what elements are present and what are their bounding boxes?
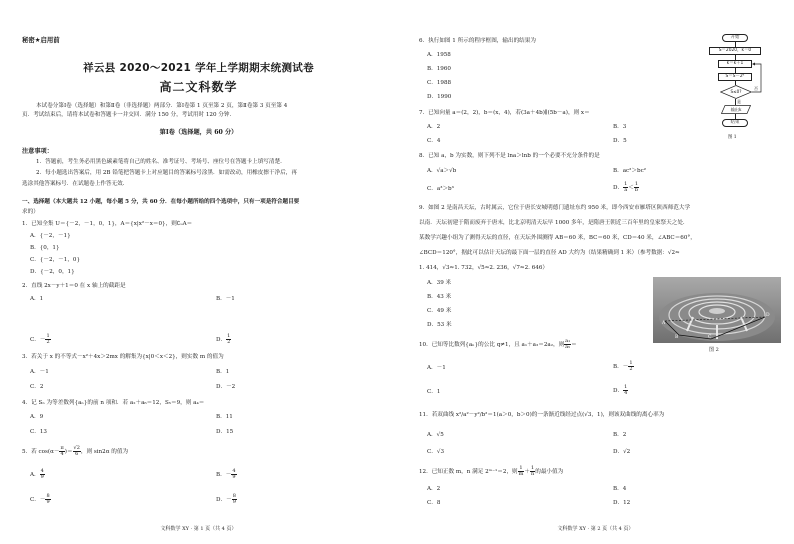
flowchart-end: 结束 — [722, 119, 748, 127]
question-10-option-b[interactable]: B．－ $\frac{1}{2}$ — [613, 360, 633, 372]
photo-label-a: A — [662, 321, 666, 326]
tiantan-photo — [653, 277, 781, 343]
question-11-stem: 11．若双曲线 x²/a²－y²/b²＝1(a＞0，b＞0)的一条渐近线经过点(√3，1)，则该双曲线的离心率为 — [419, 412, 665, 418]
question-5-stem: 5．若 cos(α－ $\frac{\pi}{4}$ )＝ $\frac{√2}{6}$ ，则 sin2α 的值为 — [22, 445, 129, 457]
photo-label-d: D — [766, 313, 770, 318]
notes-line-1: 1．答题前，考生务必用黑色碳素笔将自己的姓名、准考证号、考场号、座位号在答题卡上填写清楚. — [36, 159, 282, 165]
question-4-option-c[interactable]: C．13 — [30, 429, 47, 435]
question-7-option-b[interactable]: B．3 — [613, 124, 627, 130]
question-9-line-3: 某数学兴趣小组为了测得天坛的直径，在天坛外围测得 AB＝60 米，BC＝60 米，CD＝40 米，∠ABC＝60°， — [419, 235, 696, 241]
question-6-option-a[interactable]: A．1958 — [427, 52, 451, 58]
question-8-option-c[interactable]: C．a³＞b³ — [427, 186, 454, 192]
notes-line-2: 2．每小题选出答案后，用 2B 铅笔把答题卡上对应题目的答案标号涂黑．如需改动，用橡皮擦干净后，再 — [36, 170, 297, 176]
question-12-option-a[interactable]: A．2 — [427, 486, 441, 492]
photo-label-c: C — [708, 335, 712, 340]
flowchart-condition-label: S≤0? — [730, 89, 742, 94]
flowchart-init: S＝2020，k＝0 — [709, 47, 761, 55]
question-6-stem: 6．执行如图 1 所示的程序框图，输出的结果为 — [419, 38, 536, 44]
right-page — [397, 0, 794, 544]
question-3-option-a[interactable]: A．－1 — [30, 369, 49, 375]
question-8-option-b[interactable]: B．ac²＞bc² — [613, 168, 646, 174]
question-9-option-c[interactable]: C．49 米 — [427, 308, 452, 314]
question-1-stem: 1．已知全集 U＝{－2，－1，0，1}，A＝{x|x²－x＝0}，则∁ᵤA＝ — [22, 221, 193, 227]
question-4-option-a[interactable]: A．9 — [30, 414, 44, 420]
question-2-option-c[interactable]: C．－ $\frac{1}{2}$ — [30, 333, 50, 345]
intro-line-2: 页．考试结束后，请将本试卷和答题卡一并交回．满分 150 分，考试用时 120 分钟. — [22, 112, 232, 118]
question-7-option-d[interactable]: D．5 — [613, 138, 627, 144]
question-11-option-b[interactable]: B．2 — [613, 432, 627, 438]
question-9-line-4: ∠BCD＝120°，据此可以估计天坛的最下面一层的直径 AD 大约为（结果精确到 1 米）（参考数据：√2≈ — [419, 250, 680, 256]
part1-heading: 第Ⅰ卷（选择题，共 60 分） — [159, 129, 238, 136]
question-12-option-d[interactable]: D．12 — [613, 500, 631, 506]
question-1-option-d[interactable]: D．{－2，0，1} — [30, 269, 75, 275]
section1-heading: 一、选择题（本大题共 12 小题，每小题 5 分，共 60 分．在每小题所给的四个选项中，只有一项是符合题目要 — [22, 199, 300, 205]
question-2-option-a[interactable]: A．1 — [30, 296, 44, 302]
flowchart-output-label: 输出k — [730, 107, 742, 112]
secret-label: 秘密★启用前 — [22, 36, 60, 44]
flowchart-start: 开始 — [722, 34, 748, 42]
question-12-option-b[interactable]: B．4 — [613, 486, 627, 492]
left-footer: 文科数学 XY · 第 1 页（共 4 页） — [160, 526, 237, 532]
question-3-option-b[interactable]: B．1 — [216, 369, 230, 375]
question-5-option-d[interactable]: D．－ $\frac{8}{9}$ — [216, 493, 236, 505]
question-8-option-a[interactable]: A．√a＞√b — [427, 168, 457, 174]
question-11-option-a[interactable]: A．√5 — [427, 432, 444, 438]
question-10-option-a[interactable]: A．－1 — [427, 365, 446, 371]
flowchart-no-label: 否 — [754, 86, 758, 91]
question-11-option-c[interactable]: C．√3 — [427, 449, 444, 455]
question-4-option-d[interactable]: D．15 — [216, 429, 234, 435]
question-8-stem: 8．已知 a，b 为实数，则下列不是 lna＞lnb 的一个必要不充分条件的是 — [419, 153, 600, 159]
notes-line-3: 选涂其他答案标号．在试题卷上作答无效. — [22, 181, 125, 187]
question-11-option-d[interactable]: D．√2 — [613, 449, 631, 455]
question-5-option-a[interactable]: A． $\frac{4}{9}$ — [30, 468, 44, 480]
question-9-option-d[interactable]: D．53 米 — [427, 322, 452, 328]
question-5-option-c[interactable]: C．－ $\frac{8}{9}$ — [30, 493, 50, 505]
question-12-option-c[interactable]: C．8 — [427, 500, 441, 506]
intro-line-1: 本试卷分第Ⅰ卷（选择题）和第Ⅱ卷（非选择题）两部分．第Ⅰ卷第 1 页至第 2 页，第Ⅱ卷第 3 页至第 4 — [36, 103, 288, 109]
question-10-option-c[interactable]: C．1 — [427, 389, 441, 395]
question-2-option-b[interactable]: B．－1 — [216, 296, 235, 302]
question-6-option-c[interactable]: C．1988 — [427, 80, 452, 86]
question-10-stem: 10．已知等比数列{aₙ}的公比 q≠1，且 a₁＋a₃＝2a₂，则 $\frac{\text{a₁}}{\text{a₅}}$ ＝ — [419, 338, 577, 350]
question-9-line-1: 9．如图 2 是南昌天坛，古时属云，它位于唐长安城明德门遗址东约 950 米，即今西安市雁塔区陕西师范大学 — [419, 205, 691, 211]
notes-heading: 注意事项： — [22, 148, 53, 155]
question-3-stem: 3．若关于 x 的不等式－x²＋4x＞2mx 的解集为{x|0＜x＜2}，则实数 m 的值为 — [22, 354, 224, 360]
flowchart-step1: k＝k＋1 — [718, 60, 752, 68]
question-7-option-a[interactable]: A．2 — [427, 124, 441, 130]
question-1-option-c[interactable]: C．{－2，－1，0} — [30, 257, 81, 263]
question-1-option-a[interactable]: A．{－2，－1} — [30, 233, 71, 239]
question-8-option-d[interactable]: D． $\frac{1}{a}$ ＜ $\frac{1}{b}$ — [613, 181, 639, 193]
flowchart-caption: 图 1 — [728, 135, 737, 140]
question-5-option-b[interactable]: B．－ $\frac{4}{9}$ — [216, 468, 236, 480]
question-6-option-b[interactable]: B．1960 — [427, 66, 451, 72]
question-9-option-a[interactable]: A．39 米 — [427, 280, 452, 286]
question-9-option-b[interactable]: B．43 米 — [427, 294, 452, 300]
question-9-line-2: 以南．天坛初建于隋而废弃于唐末，比北京明清天坛早 1000 多年，是隋唐王朝近三百年里的皇家祭天之处． — [419, 220, 689, 226]
question-9-line-5: 1. 414，√3≈1. 732，√5≈2. 236，√7≈2. 646） — [419, 265, 548, 271]
question-6-option-d[interactable]: D．1990 — [427, 94, 452, 100]
question-2-option-d[interactable]: D． $\frac{1}{2}$ — [216, 333, 231, 345]
question-7-option-c[interactable]: C．4 — [427, 138, 441, 144]
question-7-stem: 7．已知向量 a＝(2，2)，b＝(x，4)，若(3a＋4b)∥(5b－a)，则 x＝ — [419, 110, 590, 116]
question-2-stem: 2．直线 2x－y＋1＝0 在 x 轴上的截距是 — [22, 283, 126, 289]
flowchart-step2: S＝S－2ᵏ — [718, 73, 752, 81]
question-1-option-b[interactable]: B．{0，1} — [30, 245, 60, 251]
photo-caption: 图 2 — [709, 347, 719, 353]
section1-heading-cont: 求的） — [22, 209, 39, 215]
exam-title: 祥云县 2020～2021 学年上学期期末统测试卷 — [83, 62, 314, 74]
question-10-option-d[interactable]: D． $\frac{1}{4}$ — [613, 384, 628, 396]
question-3-option-c[interactable]: C．2 — [30, 384, 44, 390]
flowchart-loop-arrow — [751, 62, 763, 94]
question-4-option-b[interactable]: B．11 — [216, 414, 233, 420]
tiantan-photo-image — [653, 277, 781, 343]
exam-subtitle: 高二文科数学 — [159, 80, 238, 94]
question-4-stem: 4．记 Sₙ 为等差数列{aₙ}的前 n 项和．若 a₂＋a₆＝12，S₅＝9，则 a₄＝ — [22, 400, 205, 406]
question-12-stem: 12．已知正数 m，n 满足 2ᵐ⁻¹＝2，则 $\frac{1}{m}$ ＋ $\frac{1}{n}$ 的最小值为 — [419, 465, 564, 477]
flowchart-yes-label: 是 — [737, 99, 741, 104]
right-footer: 文科数学 XY · 第 2 页（共 4 页） — [557, 526, 634, 532]
question-3-option-d[interactable]: D．－2 — [216, 384, 236, 390]
photo-label-b: B — [675, 335, 679, 340]
flowchart — [707, 34, 767, 144]
